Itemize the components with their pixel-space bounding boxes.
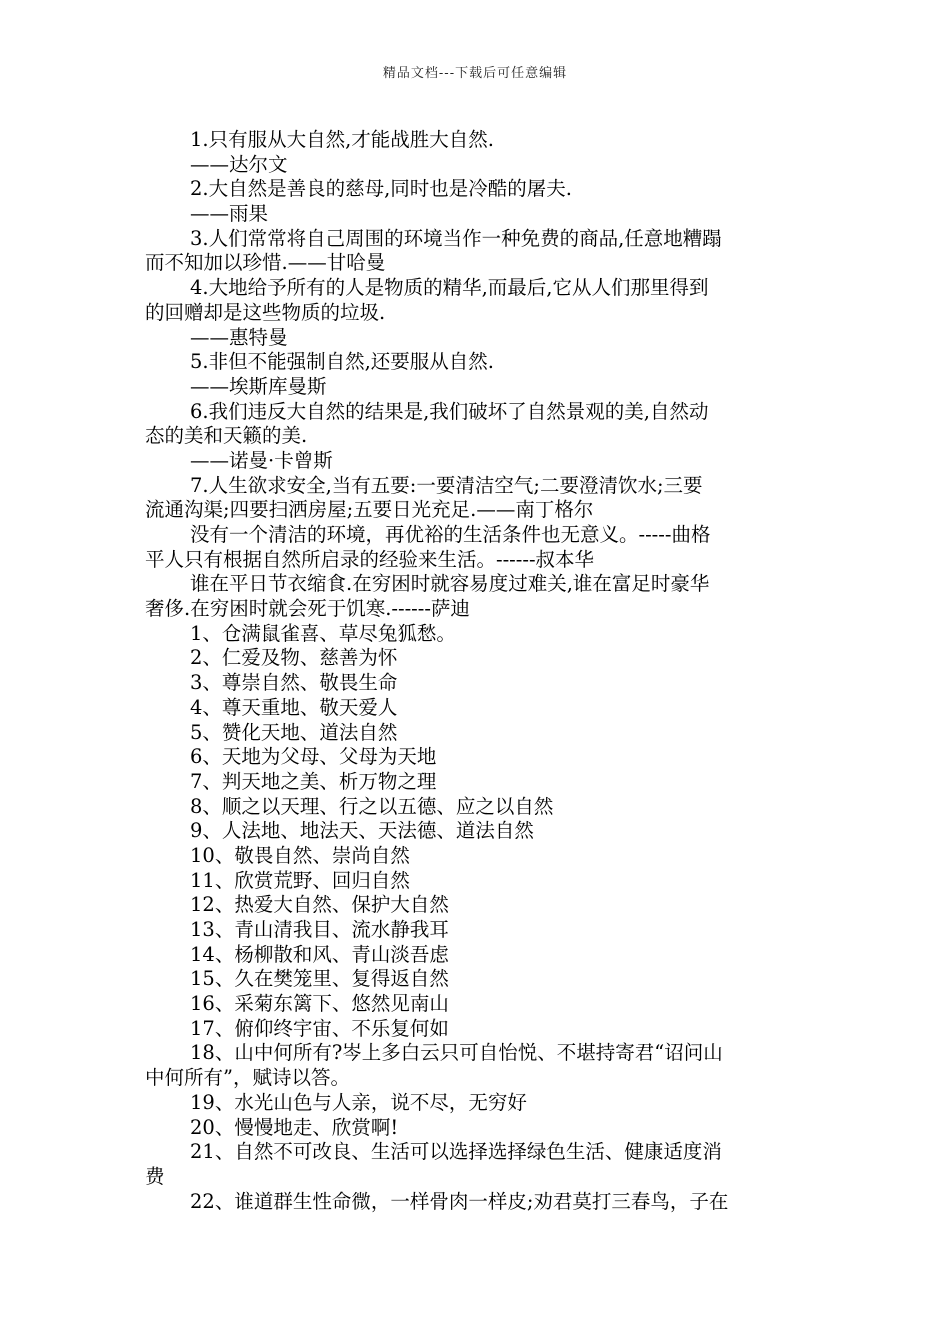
- text-line: 14、杨柳散和风、青山淡吾虑: [190, 942, 449, 966]
- text-line: 19、水光山色与人亲，说不尽，无穷好: [190, 1090, 527, 1114]
- text-line: 9、人法地、地法天、天法德、道法自然: [190, 819, 534, 843]
- text-line: ——惠特曼: [190, 325, 288, 349]
- text-line: 4.大地给予所有的人是物质的精华,而最后,它从人们那里得到: [190, 276, 709, 300]
- text-line: 2、仁爱及物、慈善为怀: [190, 646, 398, 670]
- text-line: 没有一个清洁的环境，再优裕的生活条件也无意义。-----曲格: [190, 523, 711, 546]
- text-line: 态的美和天籁的美.: [145, 424, 308, 448]
- text-line: 17、俯仰终宇宙、不乐复何如: [190, 1016, 449, 1040]
- text-line: 1、仓满鼠雀喜、草尽兔狐愁。: [190, 621, 456, 645]
- text-line: 的回赠却是这些物质的垃圾.: [145, 300, 386, 324]
- page-header: 精品文档---下载后可任意编辑: [382, 66, 568, 81]
- text-line: 中何所有”，赋诗以答。: [145, 1066, 350, 1090]
- text-line: 5.非但不能强制自然,还要服从自然.: [190, 350, 495, 374]
- text-line: 5、赞化天地、道法自然: [190, 720, 398, 744]
- text-line: 费: [145, 1164, 165, 1188]
- text-line: 22、谁道群生性命微，一样骨肉一样皮;劝君莫打三春鸟，子在: [190, 1189, 729, 1213]
- text-line: 8、顺之以天理、行之以五德、应之以自然: [190, 794, 554, 818]
- text-line: 21、自然不可改良、生活可以选择选择绿色生活、健康适度消: [190, 1140, 722, 1164]
- text-line: 奢侈.在穷困时就会死于饥寒.------萨迪: [145, 597, 470, 621]
- text-line: 7、判天地之美、析万物之理: [190, 769, 437, 793]
- text-line: 20、慢慢地走、欣赏啊!: [190, 1115, 399, 1139]
- text-line: 13、青山清我目、流水静我耳: [190, 918, 449, 941]
- text-line: 而不知加以珍惜.——甘哈曼: [145, 251, 386, 275]
- text-line: 平人只有根据自然所启录的经验来生活。------叔本华: [145, 547, 595, 571]
- text-line: ——雨果: [190, 202, 269, 226]
- text-line: 6、天地为父母、父母为天地: [190, 745, 437, 769]
- text-line: 2.大自然是善良的慈母,同时也是冷酷的屠夫.: [190, 177, 573, 201]
- text-line: 1.只有服从大自然,才能战胜大自然.: [190, 128, 495, 151]
- text-line: 16、采菊东篱下、悠然见南山: [190, 992, 449, 1016]
- text-line: 流通沟渠;四要扫洒房屋;五要日光充足.——南丁格尔: [145, 498, 594, 522]
- text-line: ——诺曼·卡曾斯: [190, 448, 333, 472]
- text-line: 谁在平日节衣缩食.在穷困时就容易度过难关,谁在富足时豪华: [190, 572, 710, 596]
- document-body: [145, 128, 810, 1214]
- text-line: 18、山中何所有?岑上多白云只可自怡悦、不堪持寄君“诏问山: [190, 1041, 723, 1065]
- text-line: 11、欣赏荒野、回归自然: [190, 868, 410, 892]
- text-line: 3.人们常常将自己周围的环境当作一种免费的商品,任意地糟蹋: [190, 226, 722, 250]
- text-line: 12、热爱大自然、保护大自然: [190, 893, 449, 917]
- text-line: ——埃斯库曼斯: [190, 374, 327, 398]
- text-line: 6.我们违反大自然的结果是,我们破坏了自然景观的美,自然动: [190, 399, 709, 423]
- text-line: 7.人生欲求安全,当有五要:一要清洁空气;二要澄清饮水;三要: [190, 473, 703, 497]
- text-line: 4、尊天重地、敬天爱人: [190, 695, 398, 719]
- text-line: 10、敬畏自然、崇尚自然: [190, 843, 410, 867]
- text-line: ——达尔文: [190, 152, 288, 176]
- text-line: 15、久在樊笼里、复得返自然: [190, 967, 449, 991]
- text-line: 3、尊崇自然、敬畏生命: [190, 671, 398, 695]
